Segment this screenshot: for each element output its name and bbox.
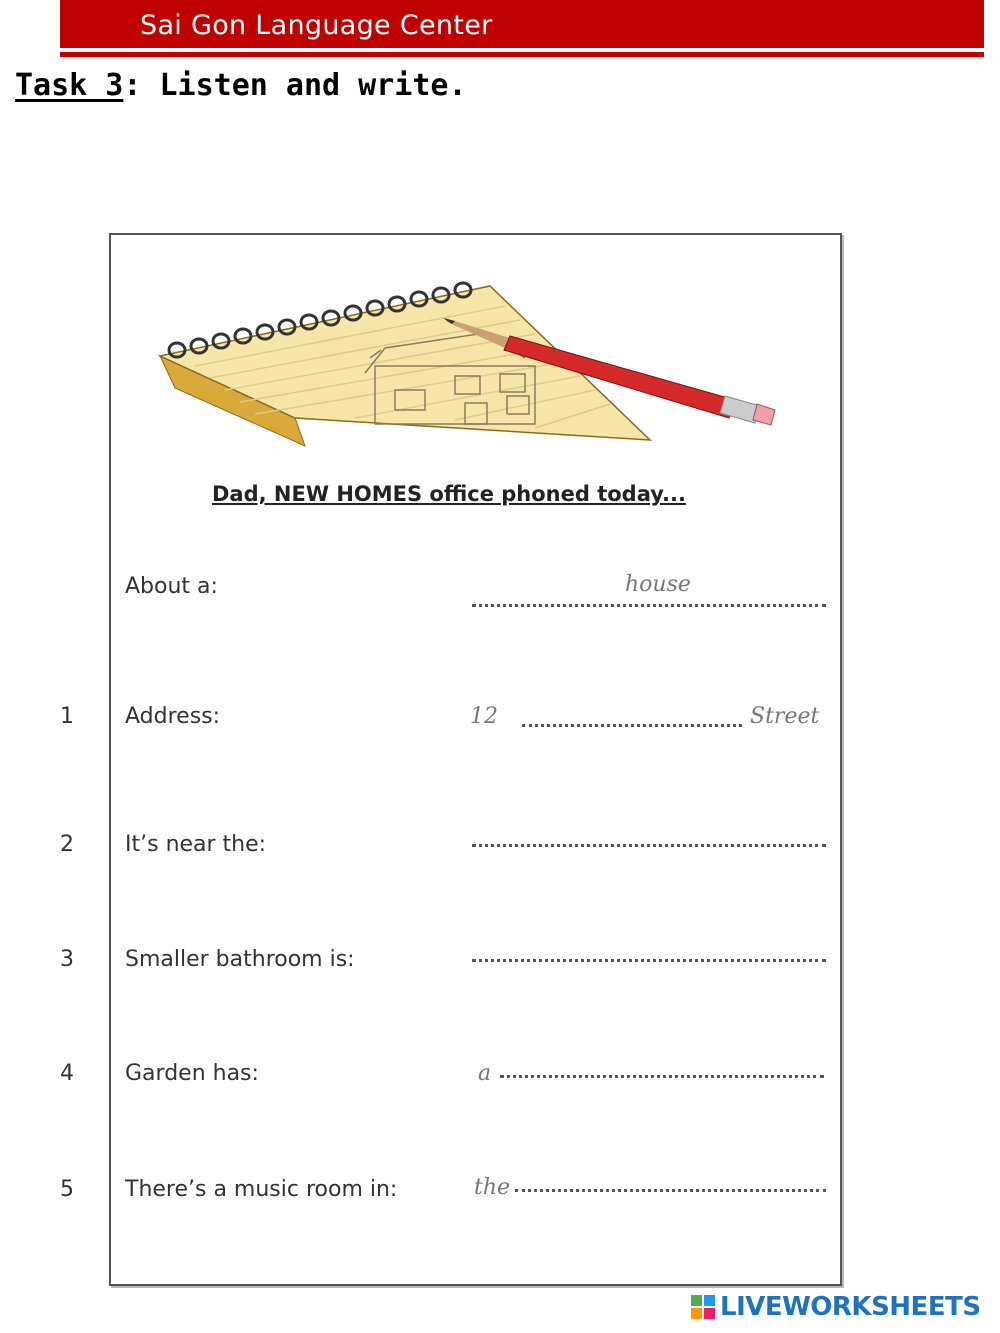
- question-row-4: [0, 1059, 1000, 1099]
- task-title: [15, 68, 467, 103]
- notepad-pencil-icon: [155, 278, 785, 448]
- liveworksheets-icon: [690, 1294, 716, 1320]
- question-label: Garden has:: [125, 1061, 259, 1086]
- example-answer-line: [472, 604, 826, 607]
- question-number: 3: [60, 947, 74, 972]
- answer-prefix: the: [474, 1175, 511, 1200]
- answer-blank-5[interactable]: [515, 1189, 826, 1192]
- header-title: Sai Gon Language Center: [140, 10, 493, 41]
- question-row-2: [0, 830, 1000, 870]
- answer-blank-3[interactable]: [472, 959, 826, 962]
- question-number: 5: [60, 1177, 74, 1202]
- example-label: About a:: [125, 574, 218, 599]
- question-number: 1: [60, 704, 74, 729]
- answer-blank-4[interactable]: [500, 1075, 824, 1078]
- question-number: 2: [60, 832, 74, 857]
- answer-prefix: a: [478, 1061, 492, 1086]
- question-row-5: [0, 1175, 1000, 1215]
- brand-name: LIVEWORKSHEETS: [720, 1292, 981, 1322]
- answer-blank-2[interactable]: [472, 844, 826, 847]
- example-row: [0, 572, 1000, 612]
- liveworksheets-logo: [690, 1292, 981, 1322]
- question-label: There’s a music room in:: [125, 1177, 398, 1202]
- header-divider: [60, 52, 984, 57]
- header-bar: [60, 0, 984, 48]
- question-label: It’s near the:: [125, 832, 267, 857]
- question-row-3: [0, 945, 1000, 985]
- task-instruction: : Listen and write.: [123, 68, 467, 103]
- question-label: Address:: [125, 704, 221, 729]
- answer-suffix: Street: [750, 704, 820, 729]
- task-number: Task 3: [15, 68, 124, 103]
- question-number: 4: [60, 1061, 74, 1086]
- answer-prefix: 12: [470, 704, 498, 729]
- question-row-1: [0, 702, 1000, 742]
- question-label: Smaller bathroom is:: [125, 947, 355, 972]
- example-answer: house: [625, 572, 691, 597]
- worksheet-heading: Dad, NEW HOMES office phoned today...: [212, 482, 686, 506]
- answer-blank-1[interactable]: [522, 724, 742, 727]
